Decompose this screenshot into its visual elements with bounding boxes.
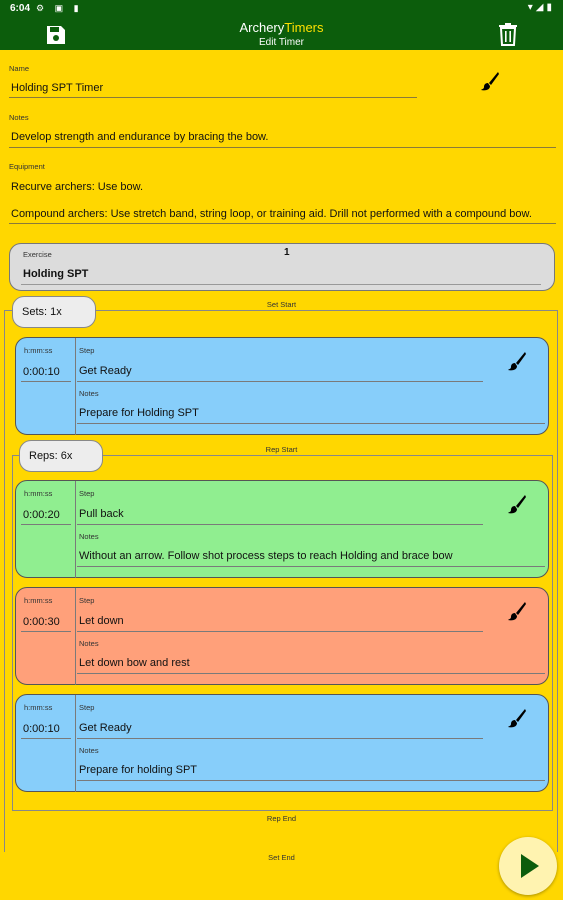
paint-brush-icon[interactable] (480, 71, 500, 91)
step-notes-input[interactable]: Prepare for Holding SPT (79, 407, 199, 419)
time-underline (21, 381, 71, 382)
step-label: Step (79, 346, 95, 355)
step-notes-underline (77, 566, 545, 567)
rep-start-label: Rep Start (265, 445, 298, 454)
page-subtitle: Edit Timer (258, 37, 304, 48)
step-notes-input[interactable]: Without an arrow. Follow shot process steps to reach Holding and brace bow (79, 550, 453, 562)
time-label: h:mm:ss (24, 596, 53, 605)
step-notes-label: Notes (79, 389, 99, 398)
card-divider (75, 588, 76, 685)
set-start-label: Set Start (266, 300, 297, 309)
equipment-label: Equipment (9, 162, 45, 171)
step-label: Step (79, 596, 95, 605)
step-underline (77, 381, 483, 382)
exercise-label: Exercise (23, 250, 52, 259)
paint-brush-icon[interactable] (507, 708, 527, 728)
step-notes-underline (77, 423, 545, 424)
step-underline (77, 524, 483, 525)
time-input[interactable]: 0:00:10 (23, 723, 60, 735)
step-notes-label: Notes (79, 532, 99, 541)
time-underline (21, 524, 71, 525)
equipment-line-2[interactable]: Compound archers: Use stretch band, string loop, or training aid. Drill not performed with a compound bow. (11, 208, 532, 220)
equipment-line-1[interactable]: Recurve archers: Use bow. (11, 181, 144, 193)
notification-icons: ⚙ ▣ ▮ (36, 3, 83, 13)
step-card[interactable] (15, 694, 549, 792)
play-icon (499, 837, 557, 895)
time-input[interactable]: 0:00:20 (23, 509, 60, 521)
time-label: h:mm:ss (24, 703, 53, 712)
card-divider (75, 338, 76, 435)
step-notes-underline (77, 780, 545, 781)
app-title (0, 20, 563, 35)
name-label: Name (9, 64, 30, 73)
set-end-label: Set End (268, 853, 295, 862)
card-divider (75, 695, 76, 792)
signal-battery-icons: ▾◢▮ (527, 2, 555, 13)
paint-brush-icon[interactable] (507, 494, 527, 514)
step-card[interactable] (15, 480, 549, 578)
step-input[interactable]: Pull back (79, 508, 124, 520)
exercise-card[interactable] (9, 243, 555, 291)
step-card[interactable] (15, 587, 549, 685)
name-underline (9, 97, 417, 98)
exercise-underline (21, 284, 541, 285)
name-input[interactable]: Holding SPT Timer (11, 82, 104, 94)
step-label: Step (79, 489, 95, 498)
time-underline (21, 738, 71, 739)
step-input[interactable]: Let down (79, 615, 124, 627)
equipment-underline (9, 223, 556, 224)
app-title-part2: Timers (284, 20, 324, 35)
paint-brush-icon[interactable] (507, 601, 527, 621)
notes-input[interactable]: Develop strength and endurance by bracing the bow. (11, 131, 269, 143)
step-underline (77, 631, 483, 632)
status-time: 6:04 (10, 3, 31, 14)
play-button[interactable] (499, 837, 557, 895)
step-input[interactable]: Get Ready (79, 722, 132, 734)
step-notes-input[interactable]: Prepare for holding SPT (79, 764, 198, 776)
notes-underline (9, 147, 556, 148)
notes-label: Notes (9, 113, 29, 122)
status-bar (0, 0, 563, 18)
rep-end-label: Rep End (266, 814, 297, 823)
step-card[interactable] (15, 337, 549, 435)
exercise-input[interactable]: Holding SPT (23, 268, 89, 280)
paint-brush-icon[interactable] (507, 351, 527, 371)
time-label: h:mm:ss (24, 489, 53, 498)
step-input[interactable]: Get Ready (79, 365, 132, 377)
reps-count-button[interactable]: Reps: 6x (19, 440, 103, 472)
time-input[interactable]: 0:00:30 (23, 616, 60, 628)
app-title-part1: Archery (239, 20, 285, 35)
step-underline (77, 738, 483, 739)
trash-icon[interactable] (497, 22, 519, 46)
time-underline (21, 631, 71, 632)
exercise-number: 1 (284, 247, 290, 258)
sets-count-button[interactable]: Sets: 1x (12, 296, 96, 328)
time-input[interactable]: 0:00:10 (23, 366, 60, 378)
step-notes-label: Notes (79, 639, 99, 648)
step-notes-input[interactable]: Let down bow and rest (79, 657, 190, 669)
step-notes-underline (77, 673, 545, 674)
card-divider (75, 481, 76, 578)
app-bar (0, 18, 563, 50)
time-label: h:mm:ss (24, 346, 53, 355)
step-label: Step (79, 703, 95, 712)
step-notes-label: Notes (79, 746, 99, 755)
